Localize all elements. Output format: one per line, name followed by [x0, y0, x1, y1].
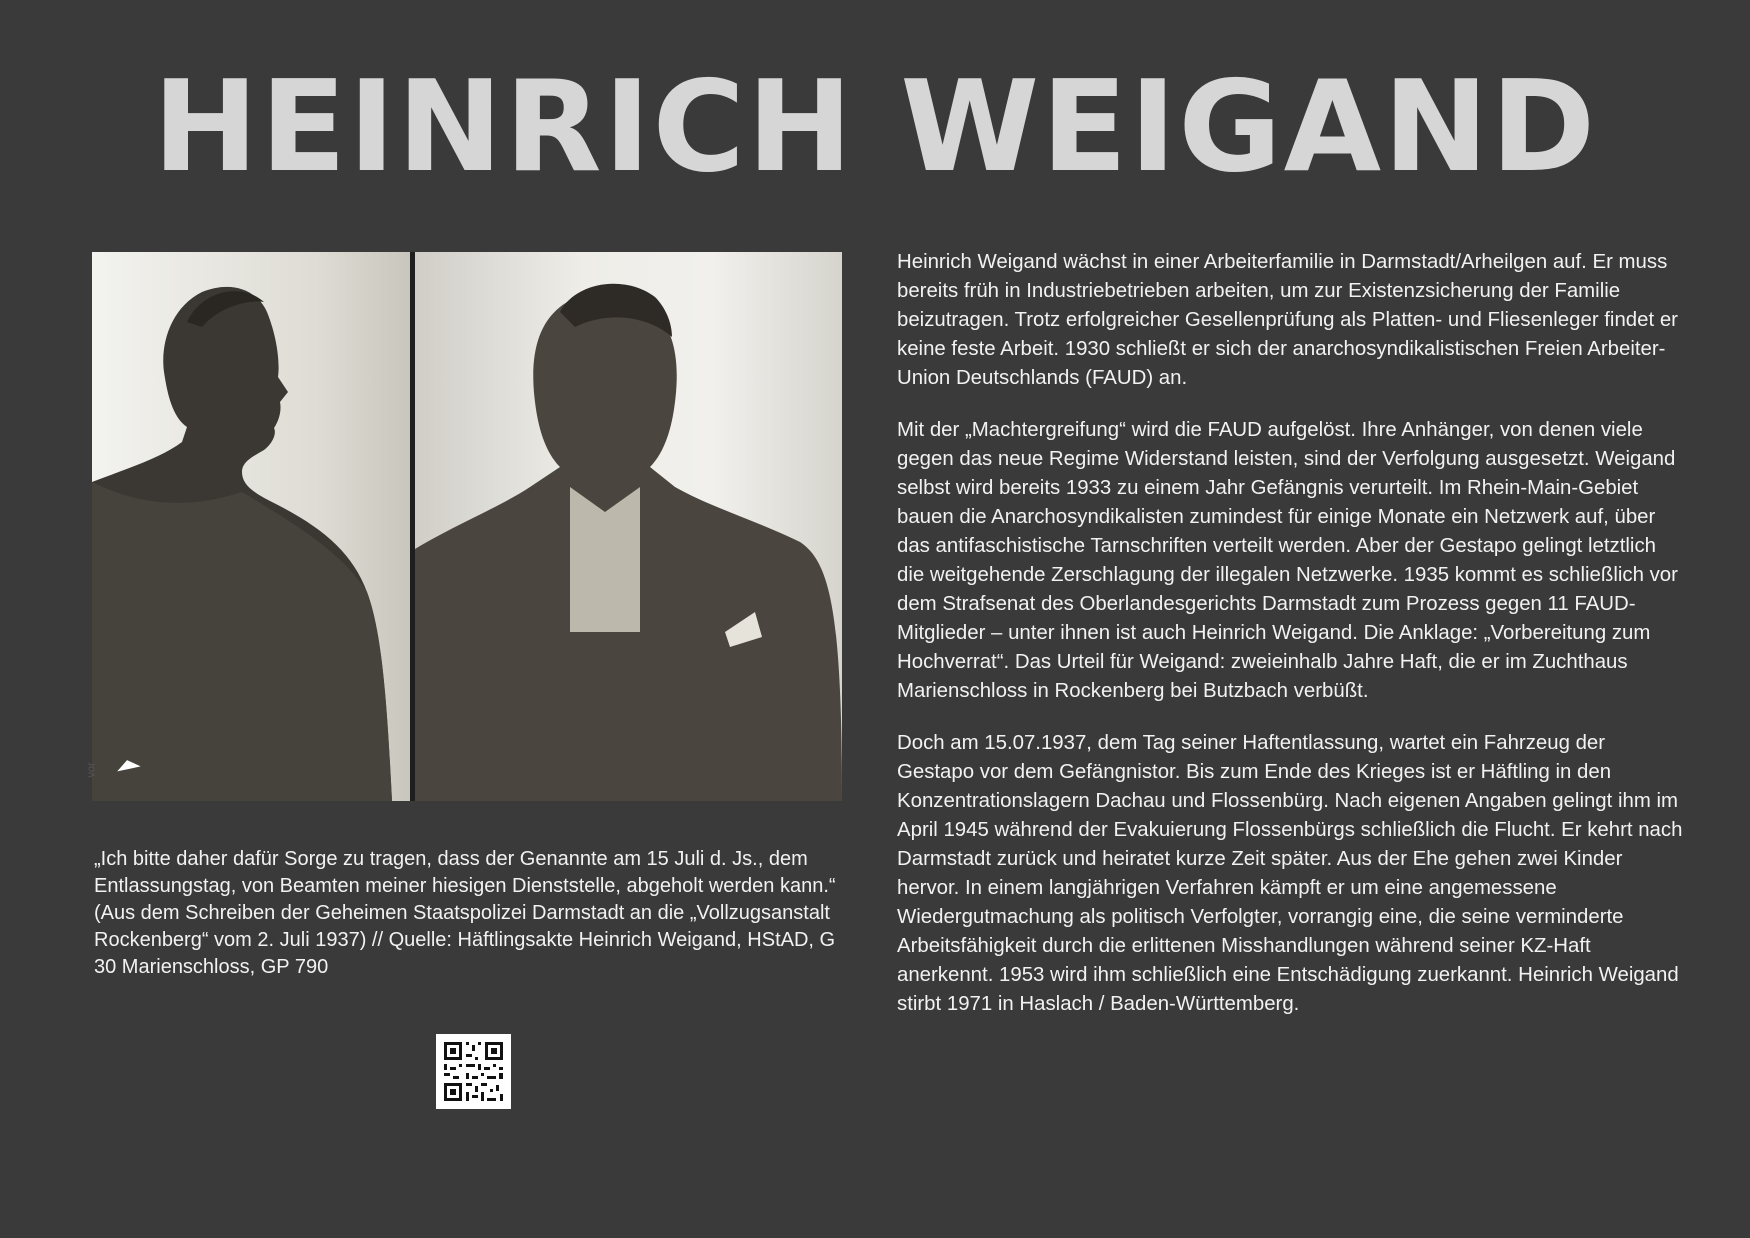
page-title: HEINRICH WEIGAND — [152, 53, 1598, 200]
qr-code-icon[interactable] — [436, 1034, 511, 1109]
photo-corner-label: vor — [85, 762, 98, 778]
frontal-view-photo — [410, 252, 842, 801]
qr-code-graphic — [436, 1034, 511, 1109]
biography-paragraph: Heinrich Weigand wächst in einer Arbeiterfamilie in Darmstadt/Arheilgen auf. Er muss bereits früh in Industriebetrieben arbeiten, um zur Existenzsicherung der Familie beizutragen. Trotz erfolgreicher Gesellenprüfung als Platten- und Fliesenleger findet er keine feste Arbeit. 1930 schließt er sich der anarchosyndikalistischen Freien Arbeiter-Union Deutschlands (FAUD) an. — [897, 251, 1678, 389]
biography-paragraph: Mit der „Machtergreifung“ wird die FAUD aufgelöst. Ihre Anhänger, von denen viele gegen das neue Regime Widerstand leisten, sind der Verfolgung ausgesetzt. Weigand selbst wird bereits 1933 zu einem Jahr Gefängnis verurteilt. Im Rhein-Main-Gebiet bauen die Anarchosyndikalisten zumindest für einige Monate ein Netzwerk auf, über das antifaschistische Tarnschriften verteilt werden. Aber der Gestapo gelingt letztlich die weitgehende Zerschlagung der illegalen Netzwerke. 1935 kommt es schließlich vor dem Strafsenat des Oberlandesgerichts Darmstadt zum Prozess gegen 11 FAUD-Mitglieder – unter ihnen ist auch Heinrich Weigand. Die Anklage: „Vorbereitung zum Hochverrat“. Das Urteil für Weigand: zweieinhalb Jahre Haft, die er im Zuchthaus Marienschloss in Rockenberg bei Butzbach verbüßt. — [897, 419, 1678, 702]
profile-silhouette — [92, 252, 410, 801]
quote-source: (Aus dem Schreiben der Geheimen Staatspolizei Darmstadt an die „Vollzugsanstalt Rockenberg“ vom 2. Juli 1937) // Quelle: Häftlingsakte Heinrich Weigand, HStAD, G 30 Marienschloss, GP 790 — [94, 902, 836, 978]
biography-text — [897, 248, 1687, 1042]
photo-divider — [410, 252, 415, 801]
mugshot-photo — [85, 252, 842, 801]
quote-text: „Ich bitte daher dafür Sorge zu tragen, dass der Genannte am 15 Juli d. Js., dem Entlassungstag, von Beamten meiner hiesigen Dienststelle, abgeholt werden kann.“ — [94, 848, 836, 897]
biography-paragraph: Doch am 15.07.1937, dem Tag seiner Haftentlassung, wartet ein Fahrzeug der Gestapo vor dem Gefängnistor. Bis zum Ende des Krieges ist er Häftling in den Konzentrationslagern Dachau und Flossenbürg. Nach eigenen Angaben gelingt ihm im April 1945 während der Evakuierung Flossenbürgs schließlich die Flucht. Er kehrt nach Darmstadt zurück und heiratet kurze Zeit später. Aus der Ehe gehen zwei Kinder hervor. In einem langjährigen Verfahren kämpft er um eine angemessene Wiedergutmachung als politisch Verfolgter, vorrangig eine, die seine verminderte Arbeitsfähigkeit durch die erlittenen Misshandlungen während seiner KZ-Haft anerkennt. 1953 wird ihm schließlich eine Entschädigung zuerkannt. Heinrich Weigand stirbt 1971 in Haslach / Baden-Württemberg. — [897, 732, 1683, 1015]
quote-block — [94, 846, 854, 981]
frontal-silhouette — [410, 252, 842, 801]
profile-view-photo — [92, 252, 410, 801]
